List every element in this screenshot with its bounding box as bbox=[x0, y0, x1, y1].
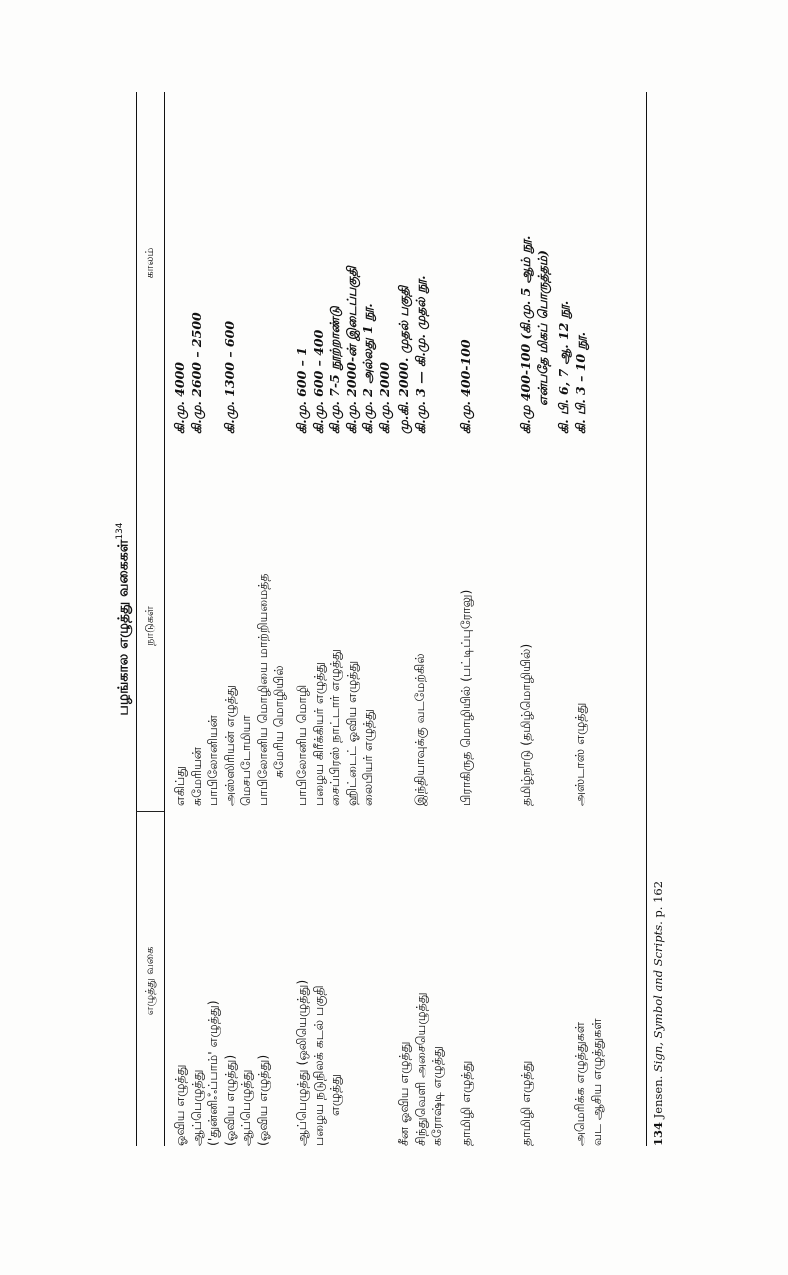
row4-countries bbox=[458, 446, 475, 806]
header-countries: நாடுகள் bbox=[143, 606, 156, 646]
row2-script bbox=[294, 816, 344, 1146]
table-cell: இந்தியாவுக்கு வடமேற்கில் bbox=[412, 653, 427, 806]
row4-script bbox=[458, 816, 475, 1146]
table-cell: கி.மு. 2600 – 2500 bbox=[188, 312, 204, 434]
rotated-table-area bbox=[108, 92, 668, 1146]
footnote-page: p. 162 bbox=[651, 880, 665, 918]
table-cell: வட ஆசிய எழுத்துகள் bbox=[588, 1018, 604, 1146]
footnote bbox=[650, 92, 666, 1146]
table-cell: கி.மு. 600 – 400 bbox=[310, 329, 326, 434]
table-cell: கி.மு. 600 – 1 bbox=[294, 347, 309, 434]
table-cell: ஆப்பெழுத்து bbox=[188, 1069, 204, 1146]
row1-script bbox=[172, 816, 271, 1146]
header-script-type: எழுத்து வகை bbox=[143, 946, 156, 1016]
table-cell: பழைய கிரீக்கியர் எழுத்து bbox=[310, 661, 326, 806]
table-cell: சுமேரிய மொழியில் bbox=[271, 665, 286, 778]
row6-script bbox=[572, 816, 605, 1146]
title-footnote-mark: 134 bbox=[115, 522, 125, 540]
table-cell: தமிழ்நாடு (தமிழ்மொழியில்) bbox=[518, 643, 533, 806]
table-cell: கி.மு. 7-5 நூற்றாண்டு bbox=[327, 306, 342, 434]
table-cell: பாபிலோனியன் bbox=[205, 715, 220, 806]
table-cell: சுமேரியன் bbox=[188, 747, 204, 806]
table-cell: ஆப்பெழுத்து (ஒலியெழுத்து) bbox=[294, 979, 309, 1146]
row4-period bbox=[458, 92, 475, 434]
table-cell: கரோஷ்டி எழுத்து bbox=[429, 1046, 444, 1146]
table-cell: சிந்துவெளி அசையெழுத்து bbox=[412, 992, 428, 1146]
table-cell: கி.மு. 1300 – 600 bbox=[221, 320, 237, 434]
table-cell: எகிப்து bbox=[172, 765, 187, 806]
footnote-mark: 134 bbox=[651, 1121, 665, 1146]
row5-countries bbox=[518, 446, 535, 806]
table-cell: ('துன்னிஃப்பாம்' எழுத்து) bbox=[205, 1000, 220, 1146]
row5-period bbox=[518, 92, 551, 434]
table-cell: அஸ்டாஸ் எழுத்து bbox=[572, 702, 587, 806]
table-cell: சைப்பிரஸ் நாட்டார் எழுத்து bbox=[327, 649, 342, 806]
table-cell bbox=[205, 92, 222, 434]
table-cell: கி. பி. 3 – 10 நூ. bbox=[572, 332, 588, 434]
table-cell: பாபிலோனிய மொழி bbox=[294, 684, 309, 806]
table-cell: தாமிழி எழுத்து bbox=[518, 1060, 533, 1146]
row1-period bbox=[172, 92, 238, 434]
table-cell: (ஓவிய எழுத்து) bbox=[221, 1054, 237, 1146]
table-bottom-rule bbox=[646, 92, 647, 1146]
table-cell: லைபியர் எழுத்து bbox=[360, 709, 375, 806]
table-cell: பாபிலோனிய மொழியை மாற்றியமைத்த bbox=[254, 573, 270, 806]
table-cell: கி.மு. 2 அல்லது 1 நூ. bbox=[360, 303, 375, 434]
table-cell: மு.கி. 2000. முதல் பகுதி bbox=[396, 286, 411, 434]
table-cell: சீன ஓவிய எழுத்து bbox=[396, 1041, 411, 1146]
table-cell: கி.மு. 3 — கி.மு. முதல் நூ. bbox=[412, 275, 428, 434]
page-title: பழங்கால எழுத்து வகைகள்$^{134}$ bbox=[115, 522, 132, 716]
table-cell: பழைய நடுநிலக் கடல் பகுதி bbox=[310, 985, 326, 1146]
table-cell: எழுத்து bbox=[327, 1073, 342, 1116]
table-cell: கி. பி. 6, 7 ஆ. 12 நூ. bbox=[556, 300, 571, 434]
table-top-rule bbox=[136, 92, 137, 1146]
table-cell: ஹிட்டைட் ஓவிய எழுத்து bbox=[343, 660, 359, 806]
table-cell: கி.மு. 2000 bbox=[376, 362, 392, 434]
table-cell: தாமிழி எழுத்து bbox=[458, 1060, 473, 1146]
header-period: காலம் bbox=[143, 247, 156, 279]
table-cell: என்பதே மிகப் பொருத்தம்) bbox=[534, 250, 550, 406]
row3-period bbox=[396, 92, 429, 434]
row6-period bbox=[556, 92, 589, 434]
table-cell: கி.மு. 2000-ன் இடைப்பகுதி bbox=[343, 266, 359, 434]
row5-script bbox=[518, 816, 535, 1146]
table-cell: கி.மு 400-100 (கி.மு. 5 ஆம் நூ. bbox=[518, 235, 533, 434]
table-cell: அமெரிக்க எழுத்துகள் bbox=[572, 1021, 587, 1146]
table-cell: (ஓவிய எழுத்து) bbox=[254, 1054, 270, 1146]
row3-script bbox=[396, 816, 446, 1146]
footnote-title: Sign, Symbol and Scripts. bbox=[651, 921, 665, 1073]
row2-countries bbox=[294, 446, 377, 806]
table-cell: மெசபடோமியா bbox=[238, 715, 253, 806]
row1-countries bbox=[172, 446, 288, 806]
table-cell: பிராகிருத மொழியில் (பட்டிப்புரோலு) bbox=[458, 589, 473, 806]
row3-countries bbox=[412, 446, 429, 806]
row6-countries bbox=[572, 446, 589, 806]
row2-period bbox=[294, 92, 393, 434]
table-cell: அஸ்ஸிரியன் எழுத்து bbox=[221, 685, 237, 806]
table-cell: கி.மு. 4000 bbox=[172, 362, 187, 434]
header-separator bbox=[136, 811, 164, 812]
table-cell: ஆப்பெழுத்து bbox=[238, 1069, 253, 1146]
table-header-rule bbox=[164, 92, 165, 1146]
table-cell: கி.மு. 400-100 bbox=[458, 339, 473, 434]
table-cell: ஓவிய எழுத்து bbox=[172, 1064, 187, 1146]
footnote-author: Jensen. bbox=[651, 1075, 665, 1119]
